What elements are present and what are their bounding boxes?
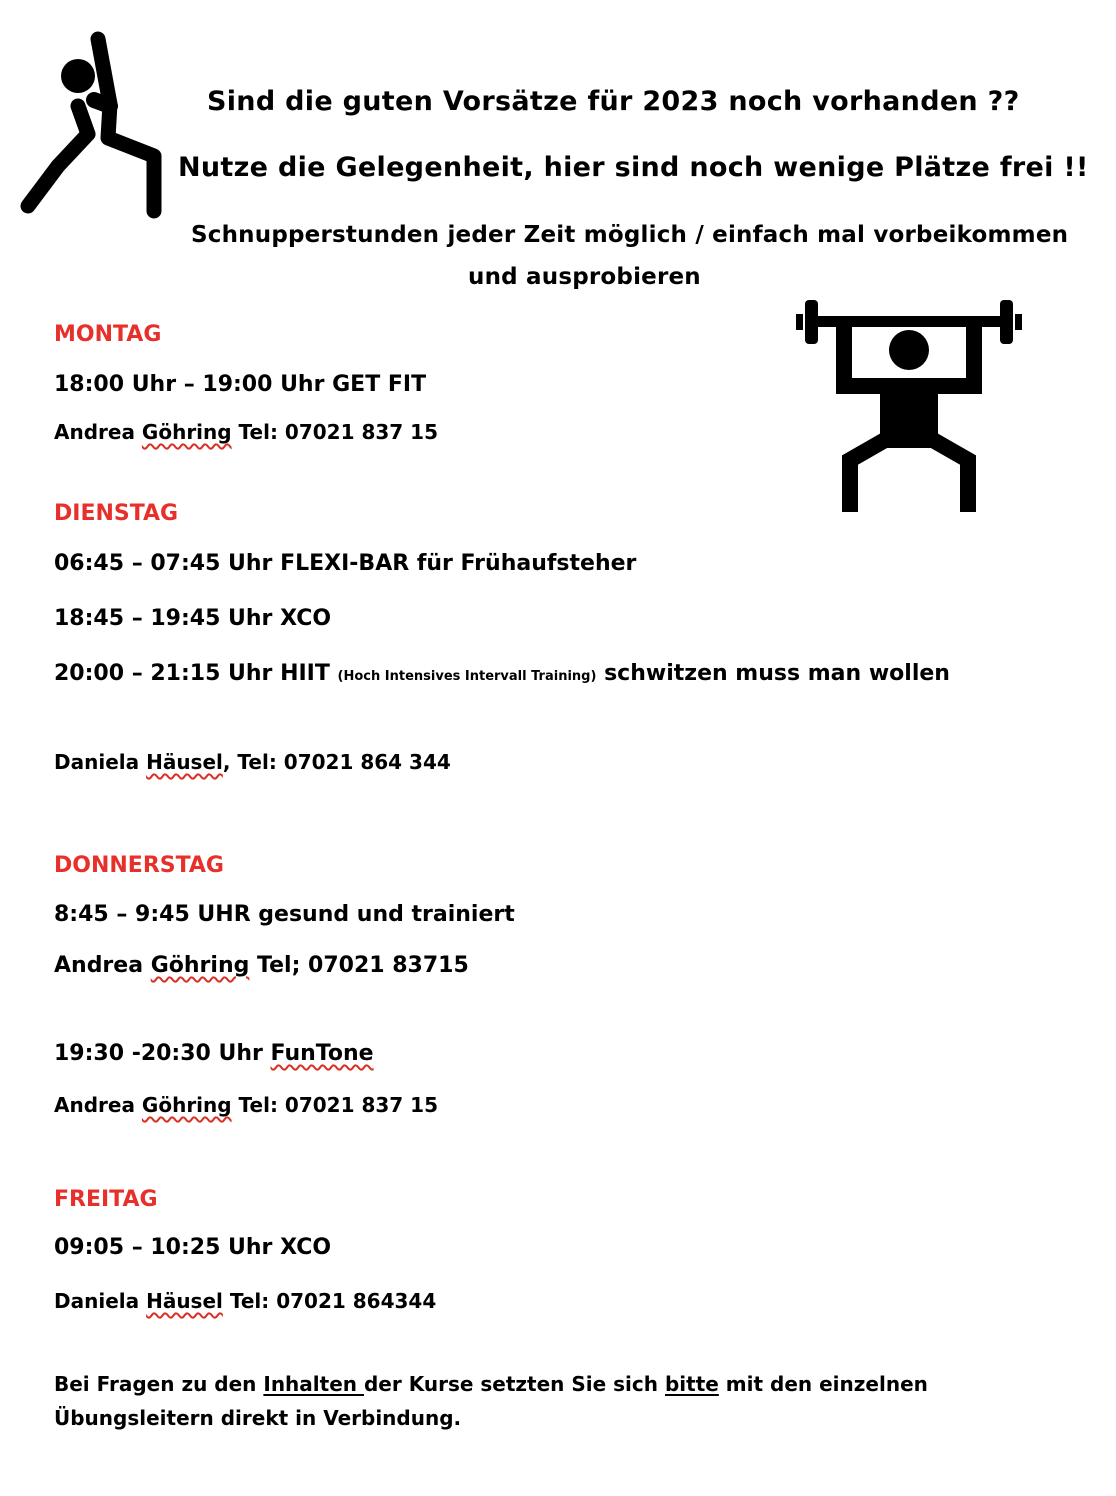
donnerstag-contact-2 bbox=[54, 1093, 438, 1117]
dienstag-course-hiit bbox=[54, 661, 950, 686]
dienstag-course-xco: 18:45 – 19:45 Uhr XCO bbox=[54, 606, 332, 631]
contact-first-name: Andrea bbox=[54, 420, 142, 444]
footer-text: Bei Fragen zu den bbox=[54, 1372, 264, 1396]
footer-text: mit den einzelnen bbox=[718, 1372, 928, 1396]
donnerstag-contact-1 bbox=[54, 953, 469, 978]
contact-phone: Tel: 07021 837 15 bbox=[231, 1093, 439, 1117]
hiit-time: 20:00 – 21:15 Uhr HIIT bbox=[54, 661, 338, 686]
contact-phone: , Tel: 07021 864 344 bbox=[222, 750, 451, 774]
day-heading-montag: MONTAG bbox=[54, 322, 162, 347]
hiit-description: (Hoch Intensives Intervall Training) bbox=[337, 669, 597, 684]
contact-first-name: Andrea bbox=[54, 1093, 142, 1117]
contact-last-name: Häusel bbox=[146, 750, 223, 774]
contact-last-name: Göhring bbox=[150, 953, 250, 978]
contact-phone: Tel: 07021 864344 bbox=[222, 1289, 437, 1313]
dienstag-contact bbox=[54, 750, 451, 774]
contact-first-name: Daniela bbox=[54, 1289, 147, 1313]
funtone-time: 19:30 -20:30 Uhr bbox=[54, 1041, 271, 1066]
contact-last-name: Göhring bbox=[141, 1093, 232, 1117]
contact-phone: Tel; 07021 83715 bbox=[249, 953, 469, 978]
funtone-name: FunTone bbox=[270, 1041, 374, 1066]
day-heading-donnerstag: DONNERSTAG bbox=[54, 853, 224, 878]
headline-resolutions: Sind die guten Vorsätze für 2023 noch vorhanden ?? bbox=[207, 86, 1020, 117]
footer-note-line1 bbox=[54, 1372, 928, 1396]
dienstag-course-flexi-bar: 06:45 – 07:45 Uhr FLEXI-BAR für Frühaufsteher bbox=[54, 551, 637, 576]
person-stretching-icon bbox=[18, 26, 168, 222]
subheadline-trial: Schnupperstunden jeder Zeit möglich / einfach mal vorbeikommen bbox=[191, 222, 1069, 248]
contact-phone: Tel: 07021 837 15 bbox=[231, 420, 439, 444]
subheadline-try-out: und ausprobieren bbox=[468, 264, 701, 290]
contact-first-name: Andrea bbox=[54, 953, 151, 978]
headline-places-free: Nutze die Gelegenheit, hier sind noch wenige Plätze frei !! bbox=[178, 152, 1089, 183]
donnerstag-course-funtone bbox=[54, 1041, 374, 1066]
freitag-course-xco: 09:05 – 10:25 Uhr XCO bbox=[54, 1235, 332, 1260]
montag-contact bbox=[54, 420, 438, 444]
montag-course-get-fit: 18:00 Uhr – 19:00 Uhr GET FIT bbox=[54, 372, 427, 397]
contact-first-name: Daniela bbox=[54, 750, 147, 774]
contact-last-name: Häusel bbox=[146, 1289, 223, 1313]
footer-note-line2: Übungsleitern direkt in Verbindung. bbox=[54, 1406, 462, 1430]
donnerstag-course-gesund: 8:45 – 9:45 UHR gesund und trainiert bbox=[54, 902, 515, 927]
footer-text: der Kurse setzten Sie sich bbox=[363, 1372, 665, 1396]
footer-underlined-inhalten: Inhalten bbox=[263, 1372, 364, 1396]
day-heading-dienstag: DIENSTAG bbox=[54, 501, 179, 526]
freitag-contact bbox=[54, 1289, 436, 1313]
contact-last-name: Göhring bbox=[141, 420, 232, 444]
footer-underlined-bitte: bitte bbox=[664, 1372, 719, 1396]
weightlifter-icon bbox=[792, 296, 1026, 516]
day-heading-freitag: FREITAG bbox=[54, 1187, 158, 1212]
hiit-tagline: schwitzen muss man wollen bbox=[596, 661, 950, 686]
